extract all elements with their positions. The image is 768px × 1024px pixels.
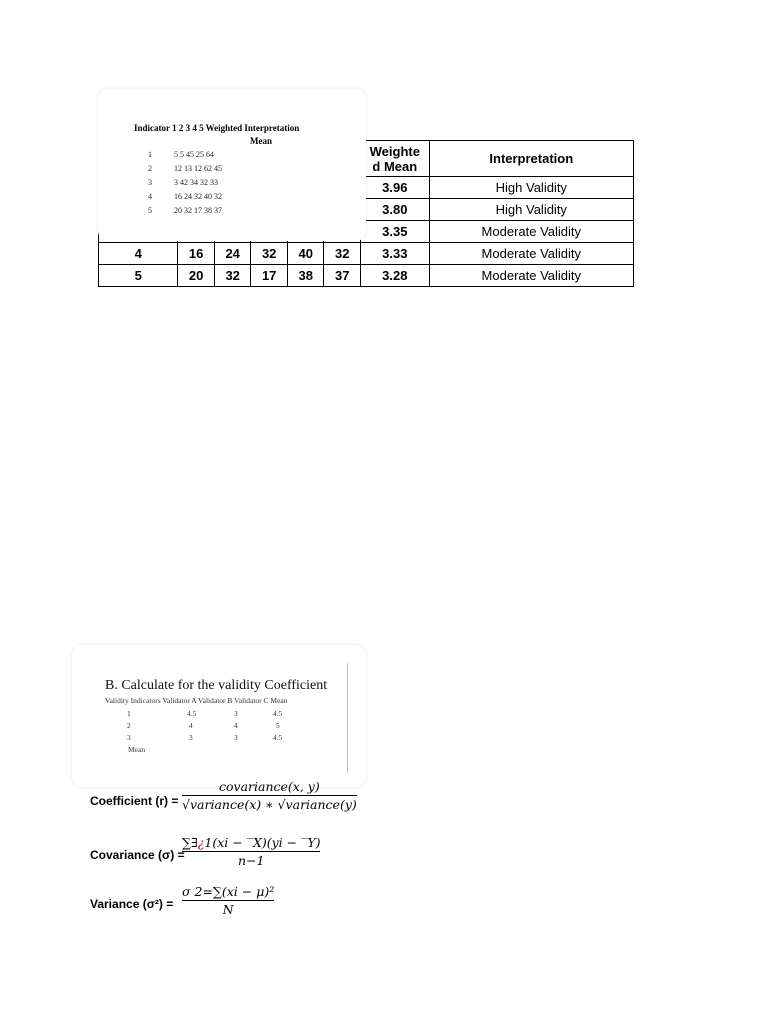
coefficient-denominator: √variance(x) ∗ √variance(y)	[182, 797, 357, 812]
pasted-table-header-mean: Mean	[250, 136, 272, 146]
score-cell: 32	[214, 265, 251, 287]
validator-b-value: 3	[234, 709, 238, 718]
indicator-cell: 5	[99, 265, 178, 287]
validator-b-value: 3	[234, 733, 238, 742]
score-cell: 17	[251, 265, 288, 287]
covariance-fraction	[182, 835, 320, 868]
mean-label: Mean	[128, 745, 146, 754]
interpretation-cell: Moderate Validity	[429, 243, 633, 265]
header-text: Weighte	[369, 143, 420, 159]
variance-fraction	[182, 884, 274, 917]
validity-table-header: Validity Indicators Validator A Validator B Validator C Mean	[105, 696, 288, 705]
pasted-row-values: 5 5 45 25 64	[174, 150, 214, 159]
variance-denominator: N	[222, 902, 234, 917]
pasted-table-row	[148, 192, 222, 201]
pasted-row-index: 4	[148, 192, 152, 201]
score-cell: 38	[287, 265, 324, 287]
variance-numerator: σ 2=∑(xi − μ)²	[182, 884, 275, 899]
validator-a-value: 3	[189, 733, 193, 742]
validator-c-value: 5	[276, 721, 280, 730]
validator-c-value: 4.5	[273, 709, 283, 718]
covariance-label: Covariance (σ) =	[90, 848, 185, 862]
validity-row-index: 3	[127, 733, 131, 742]
fraction-bar	[182, 851, 320, 852]
table-row	[99, 265, 634, 287]
score-cell: 24	[214, 243, 251, 265]
interpretation-cell: Moderate Validity	[429, 221, 633, 243]
pasted-row-index: 5	[148, 206, 152, 215]
fraction-bar	[182, 900, 274, 901]
pasted-table-row	[148, 206, 222, 215]
validator-c-value: 4.5	[273, 733, 283, 742]
interpretation-cell: High Validity	[429, 177, 633, 199]
coefficient-fraction	[182, 779, 357, 812]
pasted-table-row	[148, 150, 214, 159]
interpretation-cell: Moderate Validity	[429, 265, 633, 287]
validity-coefficient-image	[72, 645, 366, 787]
pasted-row-index: 1	[148, 150, 152, 159]
validity-row-index: 1	[127, 709, 131, 718]
validator-b-value: 4	[234, 721, 238, 730]
pasted-table-image	[98, 89, 366, 241]
coefficient-numerator: covariance(x, y)	[219, 779, 320, 794]
mean-cell: 3.33	[360, 243, 429, 265]
score-cell: 37	[324, 265, 361, 287]
pasted-table-header: Indicator 1 2 3 4 5 Weighted Interpretation	[134, 123, 300, 133]
score-cell: 20	[178, 265, 215, 287]
covariance-num-part: 1(xi − ‾X)(yi − ‾Y)	[204, 835, 321, 850]
covariance-num-part: ¿	[197, 835, 205, 850]
pasted-row-values: 3 42 34 32 33	[174, 178, 218, 187]
score-cell: 32	[324, 243, 361, 265]
covariance-num-part: ∑∃	[182, 835, 198, 850]
header-text: d Mean	[372, 158, 418, 174]
validity-row-index: 2	[127, 721, 131, 730]
pasted-row-index: 3	[148, 178, 152, 187]
mean-cell: 3.96	[360, 177, 429, 199]
pasted-table-row	[148, 164, 222, 173]
validator-a-value: 4.5	[187, 709, 197, 718]
score-cell: 32	[251, 243, 288, 265]
section-title: B. Calculate for the validity Coefficient	[105, 678, 328, 693]
validator-a-value: 4	[189, 721, 193, 730]
interpretation-header: Interpretation	[429, 141, 633, 177]
pasted-row-values: 16 24 32 40 32	[174, 192, 222, 201]
pasted-table-row	[148, 178, 218, 187]
weighted-mean-header	[360, 141, 429, 177]
mean-cell: 3.28	[360, 265, 429, 287]
score-cell: 40	[287, 243, 324, 265]
pasted-row-values: 20 32 17 38 37	[174, 206, 222, 215]
mean-cell: 3.35	[360, 221, 429, 243]
pasted-row-values: 12 13 12 62 45	[174, 164, 222, 173]
variance-label: Variance (σ²) =	[90, 897, 174, 911]
indicator-cell: 4	[99, 243, 178, 265]
covariance-numerator	[182, 835, 320, 850]
interpretation-cell: High Validity	[429, 199, 633, 221]
divider	[347, 663, 348, 773]
mean-cell: 3.80	[360, 199, 429, 221]
covariance-denominator: n−1	[238, 853, 265, 868]
pasted-row-index: 2	[148, 164, 152, 173]
score-cell: 16	[178, 243, 215, 265]
fraction-bar	[182, 795, 357, 796]
coefficient-label: Coefficient (r) =	[90, 794, 179, 808]
table-row	[99, 243, 634, 265]
